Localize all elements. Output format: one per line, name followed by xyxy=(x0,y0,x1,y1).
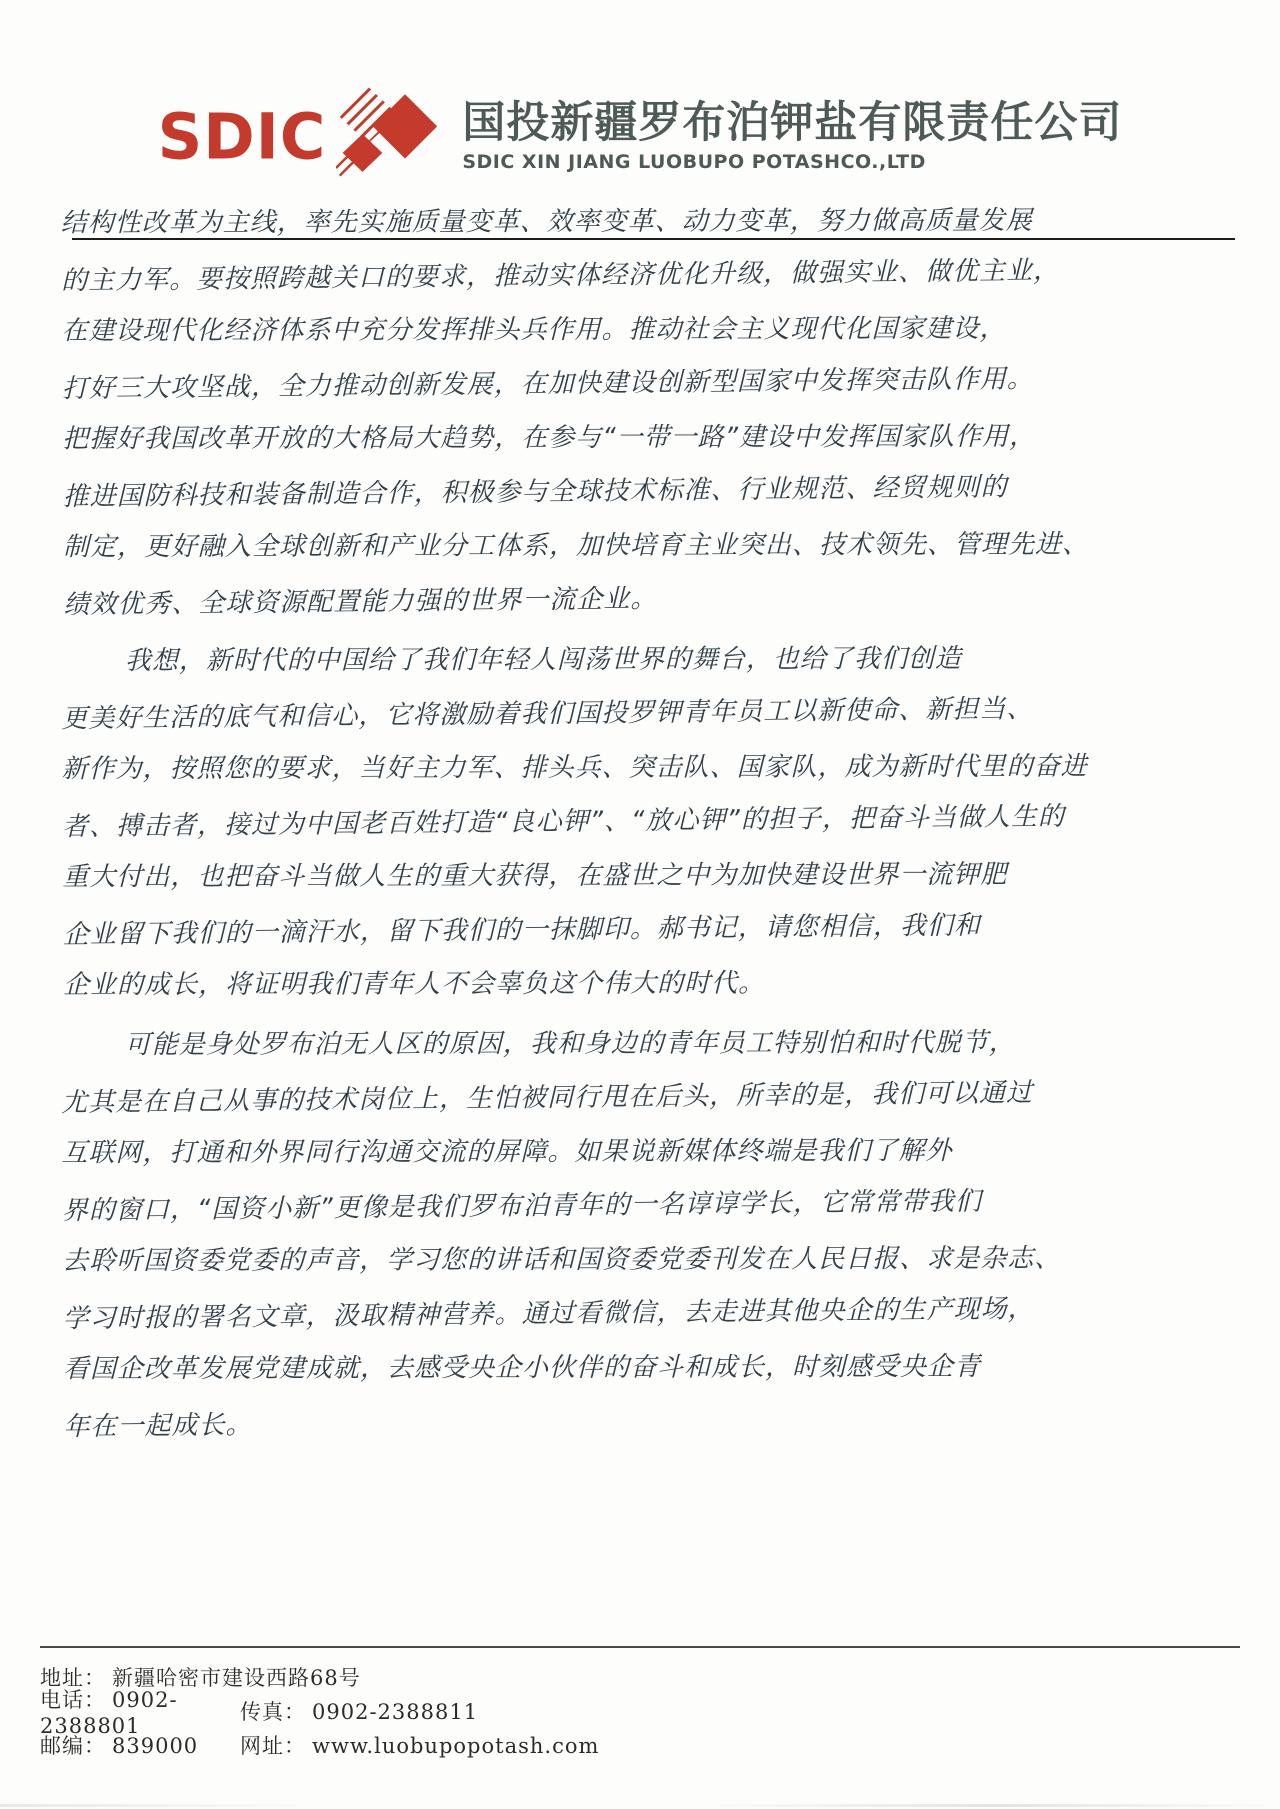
letter-line: 去聆听国资委党委的声音，学习您的讲话和国资委党委刊发在人民日报、求是杂志、 xyxy=(62,1243,1062,1276)
company-name-block xyxy=(462,100,1122,172)
company-name-en: SDIC XIN JIANG LUOBUPO POTASHCO.,LTD xyxy=(462,150,926,173)
letter-line: 企业的成长，将证明我们青年人不会辜负这个伟大的时代。 xyxy=(63,967,766,1000)
letter-paragraph-1 xyxy=(60,189,1090,628)
sdic-logo xyxy=(158,86,441,187)
letter-line: 制定，更好融入全球创新和产业分工体系，加快培育主业突出、技术领先、管理先进、 xyxy=(62,529,1090,562)
letter-paragraph-2 xyxy=(61,627,1088,1012)
letter-line: 互联网，打通和外界同行沟通交流的屏障。如果说新媒体终端是我们了解外 xyxy=(61,1135,953,1168)
phone-label: 电话： xyxy=(40,1688,106,1712)
footer-phone-fax-row xyxy=(40,1688,1240,1738)
fax-label: 传真： xyxy=(240,1700,306,1724)
postcode-label: 邮编： xyxy=(40,1734,106,1758)
website-label: 网址： xyxy=(240,1734,306,1758)
letter-line: 可能是身处罗布泊无人区的原因，我和身边的青年员工特别怕和时代脱节， xyxy=(124,1027,1016,1060)
letter-line: 把握好我国改革开放的大格局大趋势，在参与“一带一路”建设中发挥国家队作用， xyxy=(62,421,1037,454)
letterhead-footer xyxy=(40,1646,1240,1762)
scan-edge-artifact xyxy=(0,1804,1280,1807)
letter-line: 重大付出，也把奋斗当做人生的重大获得，在盛世之中为加快建设世界一流钾肥 xyxy=(62,859,1008,892)
letter-line: 绩效优秀、全球资源配置能力强的世界一流企业。 xyxy=(63,583,658,620)
letter-line: 打好三大攻坚战，全力推动创新发展，在加快建设创新型国家中发挥突击队作用。 xyxy=(61,363,1034,404)
website-value: www.luobupopotash.com xyxy=(312,1734,600,1758)
letterhead xyxy=(0,86,1280,187)
letter-line: 的主力军。要按照跨越关口的要求，推动实体经济优化升级，做强实业、做优主业， xyxy=(60,255,1061,296)
letter-line: 推进国防科技和装备制造合作，积极参与全球技术标准、行业规范、经贸规则的 xyxy=(62,471,1008,512)
address-value: 新疆哈密市建设西路68号 xyxy=(112,1666,361,1690)
letter-line: 学习时报的署名文章，汲取精神营养。通过看微信，去走进其他央企的生产现场， xyxy=(62,1293,1035,1334)
letter-line: 企业留下我们的一滴汗水，留下我们的一抹脚印。郝书记，请您相信，我们和 xyxy=(62,910,981,950)
letter-line: 年在一起成长。 xyxy=(63,1409,253,1442)
letter-line: 新作为，按照您的要求，当好主力军、排头兵、突击队、国家队，成为新时代里的奋进 xyxy=(61,751,1088,784)
phone-value: 0902-2388801 xyxy=(40,1688,178,1738)
footer-postcode-web-row xyxy=(40,1728,1240,1762)
sdic-diamond-icon xyxy=(336,86,440,187)
postcode-value: 839000 xyxy=(112,1734,199,1758)
letter-line: 者、搏击者，接过为中国老百姓打造“良心钾”、“放心钾”的担子，把奋斗当做人生的 xyxy=(61,801,1066,842)
company-name-zh: 国投新疆罗布泊钾盐有限责任公司 xyxy=(462,98,1123,149)
letter-line: 我想，新时代的中国给了我们年轻人闯荡世界的舞台，也给了我们创造 xyxy=(124,643,962,676)
address-label: 地址： xyxy=(40,1666,106,1690)
letter-line: 结构性改革为主线，率先实施质量变革、效率变革、动力变革，努力做高质量发展 xyxy=(60,205,1033,238)
handwritten-letter-body xyxy=(60,192,1090,1446)
letter-paragraph-3 xyxy=(60,1011,1062,1450)
sdic-logo-wordmark: SDIC xyxy=(157,98,327,174)
letter-line: 在建设现代化经济体系中充分发挥排头兵作用。推动社会主义现代化国家建设， xyxy=(61,313,1007,346)
letter-line: 尤其是在自己从事的技术岗位上，生怕被同行甩在后头，所幸的是，我们可以通过 xyxy=(60,1077,1034,1118)
letter-line: 更美好生活的底气和信心，它将激励着我们国投罗钾青年员工以新使命、新担当、 xyxy=(61,693,1034,734)
letter-line: 界的窗口，“国资小新”更像是我们罗布泊青年的一名谆谆学长，它常常带我们 xyxy=(61,1186,982,1226)
letter-line: 看国企改革发展党建成就，去感受央企小伙伴的奋斗和成长，时刻感受央企青 xyxy=(62,1351,982,1384)
fax-value: 0902-2388811 xyxy=(312,1700,479,1724)
